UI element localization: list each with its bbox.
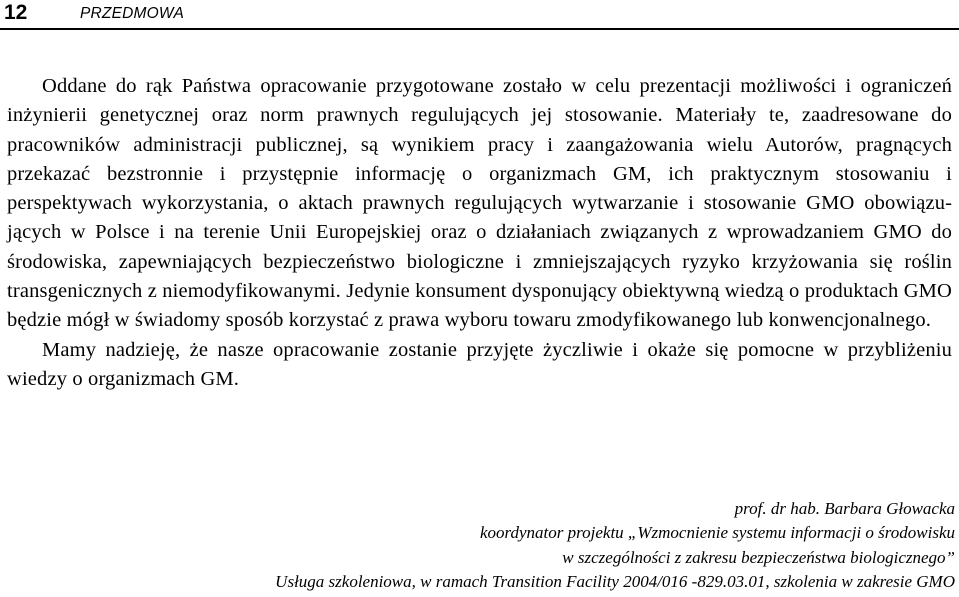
signature-role-line-2: w szczególności z zakresu bezpieczeństwa biologicznego” <box>562 547 955 567</box>
signature-block <box>15 497 955 594</box>
signature-author: prof. dr hab. Barbara Głowacka <box>734 499 955 518</box>
paragraph-1: Oddane do rąk Państwa opracowanie przygotowane zostało w celu prezentacji możliwości i ograniczeń inżynierii genetycznej oraz norm prawnych regulujących jej stosowanie. Materiały te, zaadresowane do pracowników administracji publicznej, są wynikiem pracy i zaangażowania wielu Autorów, pragnących przekazać bezstronnie i przystępnie informację o organizmach GM, ich praktycznym stosowaniu i perspektywach wykorzystania, o aktach prawnych regulujących wytwarzanie i stosowanie GMO obowiązujących w Polsce i na terenie Unii Europejskiej oraz o działaniach związanych z wprowadzaniem GMO do środowiska, zapewniających bezpieczeństwo biologiczne i zmniejszających ryzyko krzyżowania się roślin transgenicznych z niemodyfikowanymi. Jedynie konsument dysponujący obiektywną wiedzą o produktach GMO będzie mógł w świadomy sposób korzystać z prawa wyboru towaru zmodyfikowanego lub konwencjonalnego. <box>7 75 952 332</box>
page-header <box>0 0 959 30</box>
header-rule <box>0 28 959 30</box>
body-text <box>7 72 952 394</box>
signature-service-line: Usługa szkoleniowa, w ramach Transition Facility 2004/016 -829.03.01, szkolenia w zakresie GMO <box>275 571 955 591</box>
page-number: 12 <box>4 1 28 24</box>
running-head: PRZEDMOWA <box>80 5 184 22</box>
signature-role-line-1: koordynator projektu „Wzmocnienie systemu informacji o środowisku <box>479 523 955 543</box>
paragraph-2: Mamy nadzieję, że nasze opracowanie zostanie przyjęte życzliwie i okaże się pomocne w przybliżeniu wiedzy o organizmach GM. <box>7 338 952 390</box>
